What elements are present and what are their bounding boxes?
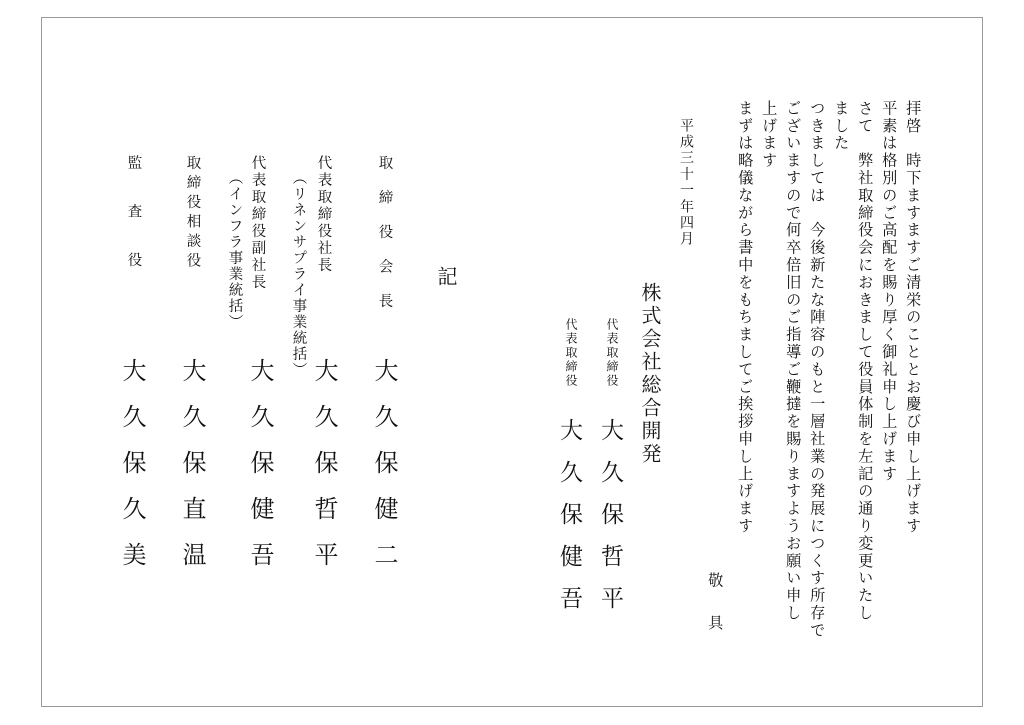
officer-note-3: （インフラ事業統括） — [226, 170, 243, 330]
company-name: 株式会社総合開発 — [638, 282, 662, 466]
letter-date: 平成三十一年四月 — [678, 118, 694, 248]
signer-name-1: 大久保哲平 — [597, 418, 623, 628]
officer-note-2: （リネンサプライ事業統括） — [290, 170, 307, 378]
letter-line-2: 平素は格別のご高配を賜り厚く御礼申し上げます — [880, 100, 899, 483]
officer-name-3: 大久保健吾 — [246, 358, 274, 588]
officer-role-1: 取締役会長 — [376, 155, 393, 328]
letter-line-6: ございますので何卒倍旧のご指導ご鞭撻を賜りますようお願い申し — [784, 100, 803, 622]
officer-role-4: 取締役相談役 — [184, 155, 201, 272]
letter-line-4: ました — [832, 100, 851, 153]
officer-name-5: 大久保久美 — [118, 358, 146, 588]
ki-mark: 記 — [434, 266, 458, 286]
letter-line-3: さて 弊社取締役会におきまして役員体制を左記の通り変更いたし — [856, 100, 875, 622]
closing: 敬 具 — [706, 572, 725, 636]
officer-role-2: 代表取締役社長 — [315, 155, 332, 274]
letter-line-7: 上げます — [760, 100, 779, 170]
signer-title-1: 代表取締役 — [605, 318, 619, 388]
letter-line-5: つきましては 今後新たな陣容のもと一層社業の発展につくす所存で — [808, 100, 827, 640]
officer-role-5: 監査役 — [125, 155, 142, 301]
signer-name-2: 大久保健吾 — [556, 418, 582, 628]
officer-name-1: 大久保健二 — [370, 358, 398, 588]
letter-line-1: 拝啓 時下ますますご清栄のこととお慶び申し上げます — [904, 100, 923, 535]
officer-role-3: 代表取締役副社長 — [249, 155, 266, 291]
officer-name-2: 大久保哲平 — [310, 358, 338, 588]
signer-title-2: 代表取締役 — [564, 318, 578, 388]
officer-name-4: 大久保直温 — [178, 358, 206, 588]
letter-line-8: まずは略儀ながら書中をもちましてご挨拶申し上げます — [736, 100, 755, 535]
